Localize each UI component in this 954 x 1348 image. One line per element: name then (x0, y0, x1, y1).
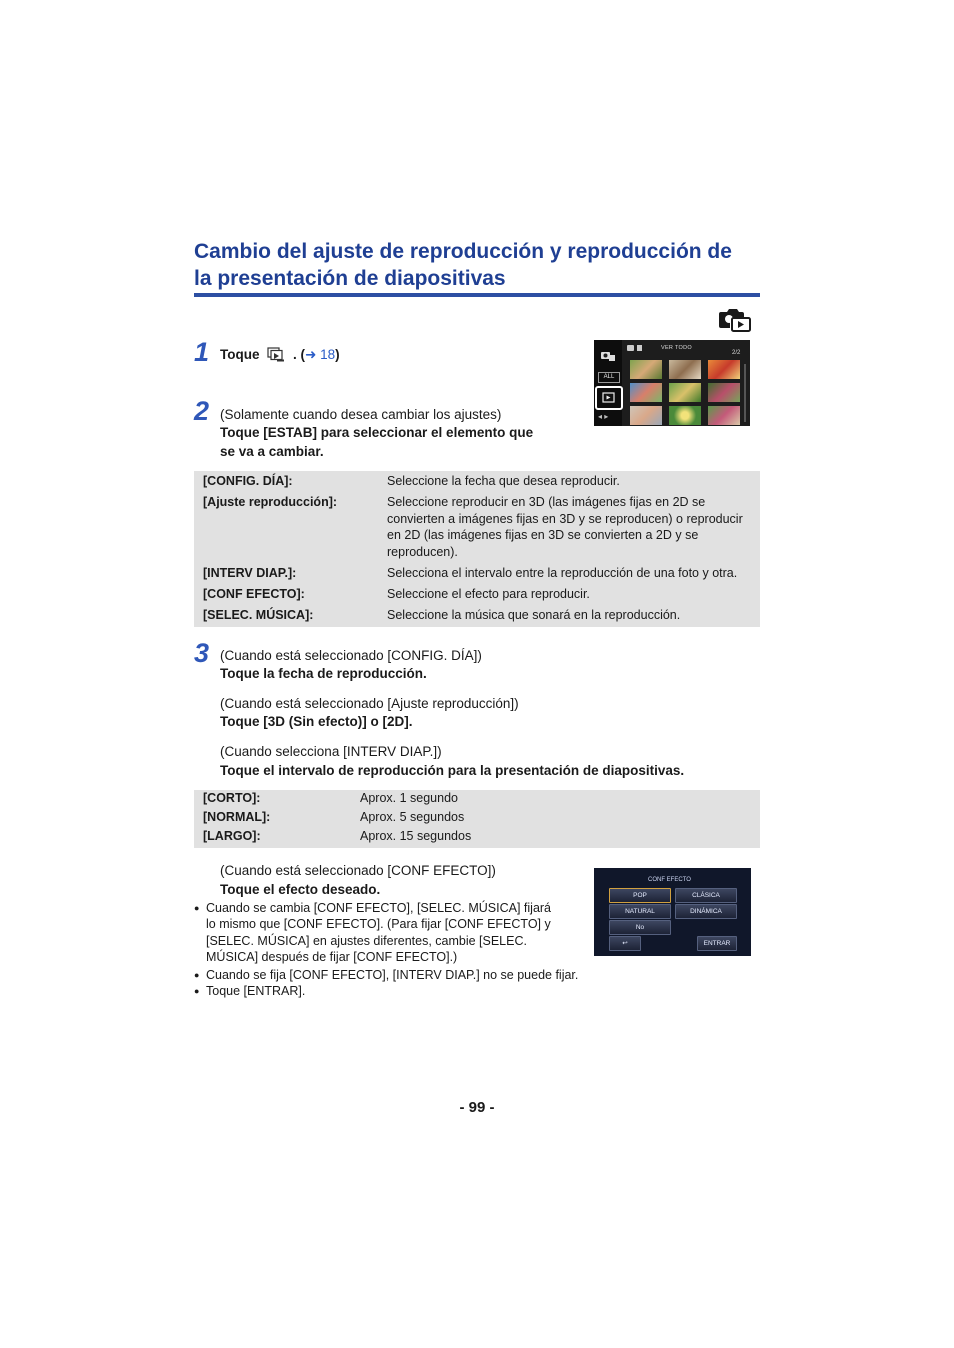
interval-row-key: [NORMAL]: (203, 810, 271, 824)
step3-note-ajuste: (Cuando está seleccionado [Ajuste reproducción]) (220, 696, 519, 711)
slideshow-icon (597, 388, 621, 408)
thumbnail[interactable] (630, 406, 662, 425)
enter-button[interactable]: ENTRAR (697, 936, 737, 951)
thumbnail[interactable] (708, 360, 740, 379)
bullet-line: lo mismo que [CONF EFECTO]. (Para fijar [CONF EFECTO] y (206, 917, 551, 932)
effect-natural-button[interactable]: NATURAL (609, 904, 671, 919)
step1-instruction (220, 346, 340, 365)
step2-instruction-line-2: se va a cambiar. (220, 444, 324, 459)
settings-row-key: [Ajuste reproducción]: (203, 495, 338, 509)
step3-instruction-interv: Toque el intervalo de reproducción para la presentación de diapositivas. (220, 763, 685, 778)
step3-instruction-ajuste: Toque [3D (Sin efecto)] o [2D]. (220, 714, 413, 729)
step-number-2: 2 (194, 396, 210, 426)
step-number-1: 1 (194, 337, 210, 367)
settings-row-key: [SELEC. MÚSICA]: (203, 608, 314, 622)
playback-screen-screenshot (594, 340, 750, 426)
step1-toque: Toque (220, 347, 260, 362)
interval-row-value: Aprox. 1 segundo (360, 791, 458, 805)
camera-playback-icon (718, 306, 752, 332)
step3-note-efecto: (Cuando está seleccionado [CONF EFECTO]) (220, 863, 496, 878)
arrow-icon: ➜ (305, 347, 317, 362)
bullet-dot: ● (194, 986, 200, 996)
bullet-line: Cuando se cambia [CONF EFECTO], [SELEC. MÚSICA] fijará (206, 901, 552, 915)
effect-screen-title: CONF EFECTO (648, 877, 691, 883)
bullet-line: MÚSICA] después de fijar [CONF EFECTO].) (206, 949, 458, 964)
page-ref-number: 18 (320, 347, 336, 362)
effect-screen-screenshot (594, 868, 751, 956)
settings-row-value: en 2D (las imágenes fijas en 3D se convierten a 2D y se (387, 528, 699, 542)
settings-row-value: Seleccione el efecto para reproducir. (387, 587, 590, 601)
thumbnail[interactable] (630, 360, 662, 379)
step3-instruction-efecto: Toque el efecto deseado. (220, 882, 381, 897)
step3-note-config-dia: (Cuando está seleccionado [CONFIG. DÍA]) (220, 648, 482, 663)
note-bullet (194, 983, 494, 1000)
step1-separator: . ( (293, 347, 306, 362)
step2-instruction-line-1: Toque [ESTAB] para seleccionar el elemento que (220, 425, 534, 440)
slideshow-icon[interactable] (267, 347, 285, 362)
page-number: - 99 - (459, 1099, 495, 1116)
settings-row-key: [CONF EFECTO]: (203, 587, 305, 601)
step3-note-interv: (Cuando selecciona [INTERV DIAP.]) (220, 744, 442, 759)
step-number-3: 3 (194, 638, 210, 668)
title-line-1: Cambio del ajuste de reproducción y reproducción de (194, 240, 732, 263)
step2-note: (Solamente cuando desea cambiar los ajustes) (220, 407, 502, 422)
bullet-line: Toque [ENTRAR]. (206, 984, 306, 998)
interval-table (194, 790, 760, 848)
bullet-line: Cuando se fija [CONF EFECTO], [INTERV DIAP.] no se puede fijar. (206, 968, 579, 982)
bullet-line: [SELEC. MÚSICA] en ajustes diferentes, cambie [SELEC. (206, 933, 527, 948)
note-bullet (194, 900, 594, 966)
settings-row-value: Seleccione reproducir en 3D (las imágenes fijas en 2D se (387, 495, 706, 509)
page-counter: 2/2 (732, 350, 741, 356)
thumbnail[interactable] (669, 383, 701, 402)
effect-dinamica-button[interactable]: DINÁMICA (675, 904, 737, 919)
settings-row-value: convierten a imágenes fijas en 3D y se reproducen) o reproducir (387, 512, 743, 526)
back-icon[interactable]: ↩ (609, 936, 641, 951)
settings-row-value: Selecciona el intervalo entre la reproducción de una foto y otra. (387, 566, 738, 580)
all-filter-button[interactable]: ALL (598, 372, 620, 383)
bullet-dot: ● (194, 970, 200, 980)
settings-row-value: reproducen). (387, 545, 458, 559)
title-underline (194, 293, 760, 297)
note-bullet (194, 967, 624, 984)
page-ref-link[interactable] (305, 347, 335, 362)
scroll-arrows-icon[interactable]: ◂ ▸ (598, 412, 609, 421)
thumbnail[interactable] (669, 406, 701, 425)
view-all-label: VER TODO (661, 345, 692, 351)
thumbnail[interactable] (708, 383, 740, 402)
mode-toggle-icon (600, 349, 616, 362)
thumbnail[interactable] (630, 383, 662, 402)
thumbnail[interactable] (708, 406, 740, 425)
bullet-text (206, 900, 551, 965)
thumbnail[interactable] (669, 360, 701, 379)
interval-row-key: [CORTO]: (203, 791, 261, 805)
settings-row-key: [INTERV DIAP.]: (203, 566, 297, 580)
photo-mode-icon (627, 344, 645, 352)
effect-clasica-button[interactable]: CLÁSICA (675, 888, 737, 903)
settings-row-value: Seleccione la música que sonará en la reproducción. (387, 608, 681, 622)
slideshow-highlight-button[interactable] (595, 386, 623, 410)
interval-row-value: Aprox. 15 segundos (360, 829, 472, 843)
interval-row-value: Aprox. 5 segundos (360, 810, 465, 824)
bullet-dot: ● (194, 903, 200, 913)
effect-no-button[interactable]: No (609, 920, 671, 935)
title-line-2: la presentación de diapositivas (194, 267, 506, 290)
interval-row-key: [LARGO]: (203, 829, 261, 843)
step1-close: ) (335, 347, 340, 362)
settings-row-value: Seleccione la fecha que desea reproducir. (387, 474, 620, 488)
settings-row-key: [CONFIG. DÍA]: (203, 474, 293, 488)
settings-table (194, 471, 760, 627)
step3-instruction-config-dia: Toque la fecha de reproducción. (220, 666, 427, 681)
effect-pop-button[interactable]: POP (609, 888, 671, 903)
scrollbar[interactable] (744, 364, 746, 422)
page-title (194, 238, 774, 292)
